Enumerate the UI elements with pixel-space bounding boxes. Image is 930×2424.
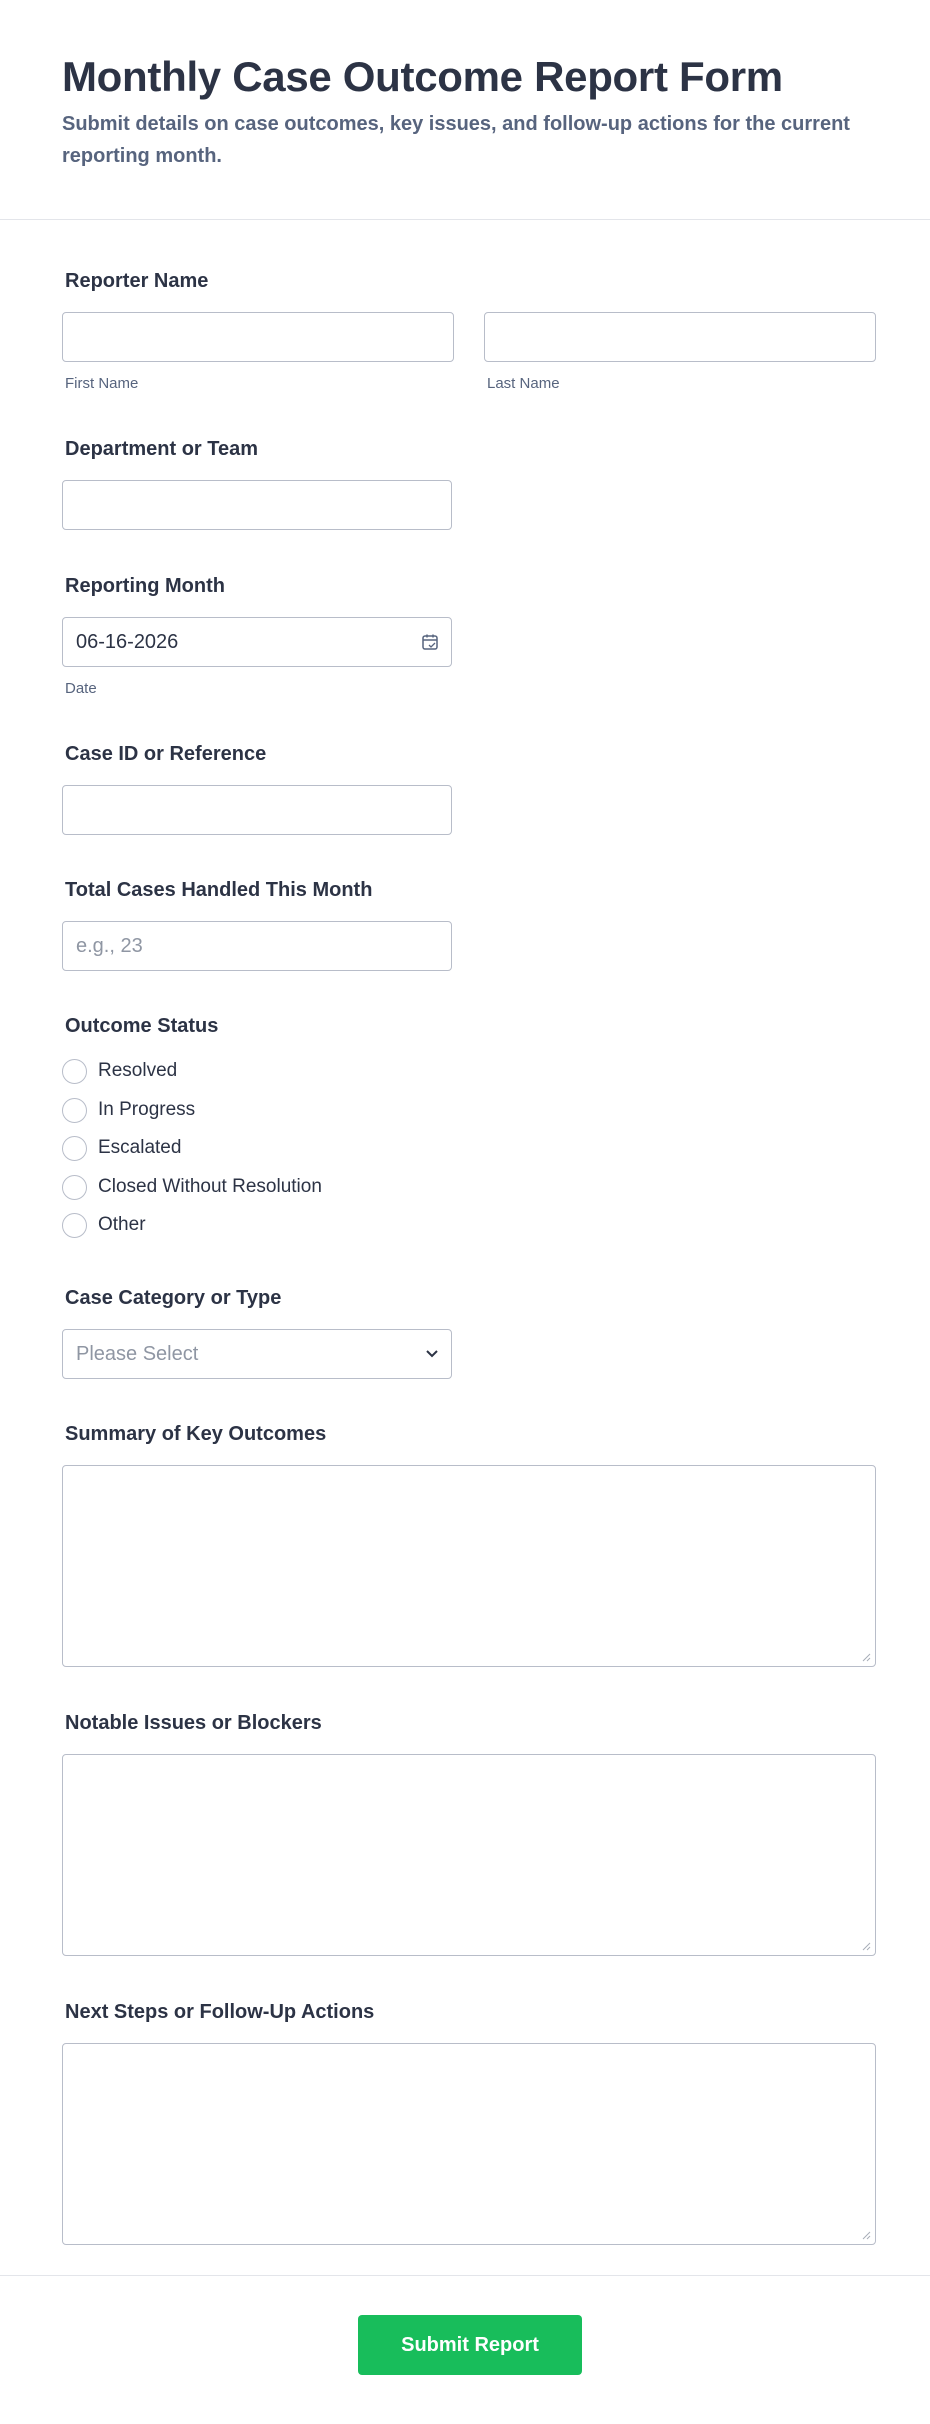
reporter-name-label: Reporter Name <box>65 270 209 292</box>
next-steps-label: Next Steps or Follow-Up Actions <box>65 2001 375 2023</box>
resize-handle-icon[interactable] <box>861 1652 871 1662</box>
total-cases-placeholder: e.g., 23 <box>76 934 143 957</box>
form-title: Monthly Case Outcome Report Form <box>62 53 783 100</box>
resize-handle-icon[interactable] <box>861 2230 871 2240</box>
case-id-input[interactable] <box>62 785 452 835</box>
reporting-month-value: 06-16-2026 <box>76 630 179 653</box>
radio-option-other[interactable] <box>62 1212 146 1238</box>
reporting-month-input[interactable] <box>62 617 452 667</box>
issues-textarea[interactable] <box>62 1754 876 1956</box>
calendar-icon[interactable] <box>421 633 439 651</box>
last-name-sublabel: Last Name <box>487 375 560 392</box>
radio-button[interactable] <box>62 1213 87 1238</box>
total-cases-input[interactable] <box>62 921 452 971</box>
resize-handle-icon[interactable] <box>861 1941 871 1951</box>
issues-label: Notable Issues or Blockers <box>65 1712 322 1734</box>
submit-button[interactable]: Submit Report <box>358 2315 582 2375</box>
radio-label: Closed Without Resolution <box>98 1176 322 1197</box>
reporting-month-label: Reporting Month <box>65 575 225 597</box>
radio-option-closed-without-resolution[interactable] <box>62 1174 322 1200</box>
radio-option-in-progress[interactable] <box>62 1097 195 1123</box>
radio-button[interactable] <box>62 1175 87 1200</box>
summary-label: Summary of Key Outcomes <box>65 1423 327 1445</box>
form-description: Submit details on case outcomes, key issues, and follow-up actions for the current reporting month. <box>62 113 850 167</box>
radio-button[interactable] <box>62 1136 87 1161</box>
next-steps-textarea[interactable] <box>62 2043 876 2245</box>
radio-label: Other <box>98 1214 146 1235</box>
reporting-month-sublabel: Date <box>65 680 97 697</box>
radio-label: Resolved <box>98 1060 178 1081</box>
category-placeholder: Please Select <box>76 1342 199 1365</box>
category-label: Case Category or Type <box>65 1287 282 1309</box>
radio-option-escalated[interactable] <box>62 1135 181 1161</box>
department-label: Department or Team <box>65 438 259 460</box>
first-name-sublabel: First Name <box>65 375 139 392</box>
radio-label: In Progress <box>98 1099 196 1120</box>
summary-textarea[interactable] <box>62 1465 876 1667</box>
outcome-status-label: Outcome Status <box>65 1015 219 1037</box>
department-input[interactable] <box>62 480 452 530</box>
form-footer <box>0 2275 930 2424</box>
chevron-down-icon <box>425 1349 439 1359</box>
category-select[interactable] <box>62 1329 452 1379</box>
radio-option-resolved[interactable] <box>62 1058 177 1084</box>
total-cases-label: Total Cases Handled This Month <box>65 879 373 901</box>
radio-button[interactable] <box>62 1059 87 1084</box>
first-name-input[interactable] <box>62 312 454 362</box>
radio-button[interactable] <box>62 1098 87 1123</box>
last-name-input[interactable] <box>484 312 876 362</box>
case-id-label: Case ID or Reference <box>65 743 267 765</box>
radio-label: Escalated <box>98 1137 182 1158</box>
